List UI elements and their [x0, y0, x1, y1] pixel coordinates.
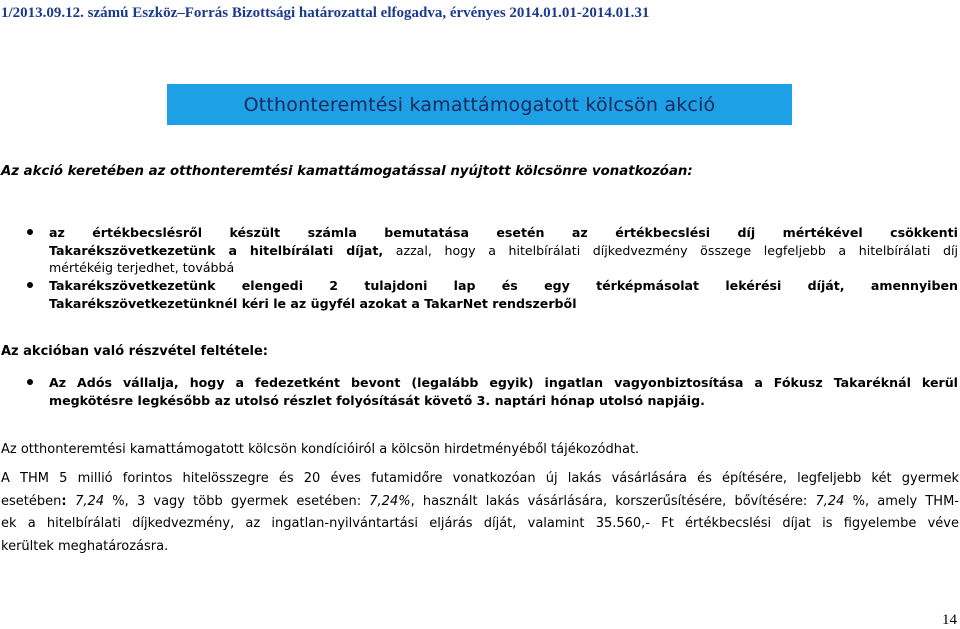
conditions-paragraph: Az otthonteremtési kamattámogatott kölcsön kondícióiról a kölcsön hirdetményéből tájékozódhat. — [1, 442, 640, 457]
banner-title: Otthonteremtési kamattámogatott kölcsön akció — [243, 93, 716, 116]
list-line: Takarékszövetkezetünknél kéri le az ügyfél azokat a TakarNet rendszerből — [49, 295, 577, 311]
bullet-icon — [27, 379, 33, 385]
bullet-icon — [27, 229, 33, 235]
thm-line: ek a hitelbírálati díjkedvezmény, az ingatlan-nyilvántartási eljárás díját, valamint 35.560,- Ft értékbecslési díjat is figyelembe véve — [1, 516, 959, 531]
bullet-icon — [27, 282, 33, 288]
section-heading: Az akcióban való részvétel feltétele: — [1, 344, 268, 359]
list-line: az értékbecslésről készült számla bemutatása esetén az értékbecslési díj mértékével csökkenti — [49, 225, 958, 240]
list-line: megkötésre legkésőbb az utolsó részlet folyósítását követő 3. naptári hónap utolsó napjáig. — [49, 392, 705, 408]
benefits-list — [0, 224, 958, 313]
intro-text: Az akció keretében az otthonteremtési kamattámogatással nyújtott kölcsönre vonatkozóan: — [1, 164, 693, 179]
list-item — [0, 277, 958, 312]
conditions-list — [0, 374, 958, 409]
thm-line: A THM 5 millió forintos hitelösszegre és 20 éves futamidőre vonatkozóan új lakás vásárlására és építésére, legfeljebb két gyermek — [1, 471, 959, 486]
list-line: mértékéig terjedhet, továbbá — [49, 260, 235, 276]
list-line: Az Adós vállalja, hogy a fedezetként bevont (legalább egyik) ingatlan vagyonbiztosítása a Fókusz Takaréknál kerül — [49, 375, 958, 390]
title-banner — [167, 84, 792, 125]
list-item — [0, 224, 958, 277]
list-line: Takarékszövetkezetünk a hitelbírálati díjat, azzal, hogy a hitelbírálati díjkedvezmény összege legfeljebb a hitelbírálati díj — [49, 242, 958, 258]
page-number: 14 — [942, 612, 957, 628]
list-item — [0, 374, 958, 409]
list-line: Takarékszövetkezetünk elengedi 2 tulajdoni lap és egy térképmásolat lekérési díját, amennyiben — [49, 278, 958, 294]
thm-line: esetében: 7,24 %, 3 vagy több gyermek esetében: 7,24%, használt lakás vásárlására, korszerűsítésére, bővítésére: 7,24 %, amely THM- — [1, 493, 959, 509]
thm-paragraph — [1, 468, 959, 558]
document-header: 1/2013.09.12. számú Eszköz–Forrás Bizottsági határozattal elfogadva, érvényes 2014.01.01-2014.01.31 — [1, 5, 650, 21]
thm-line: kerültek meghatározásra. — [1, 538, 169, 554]
